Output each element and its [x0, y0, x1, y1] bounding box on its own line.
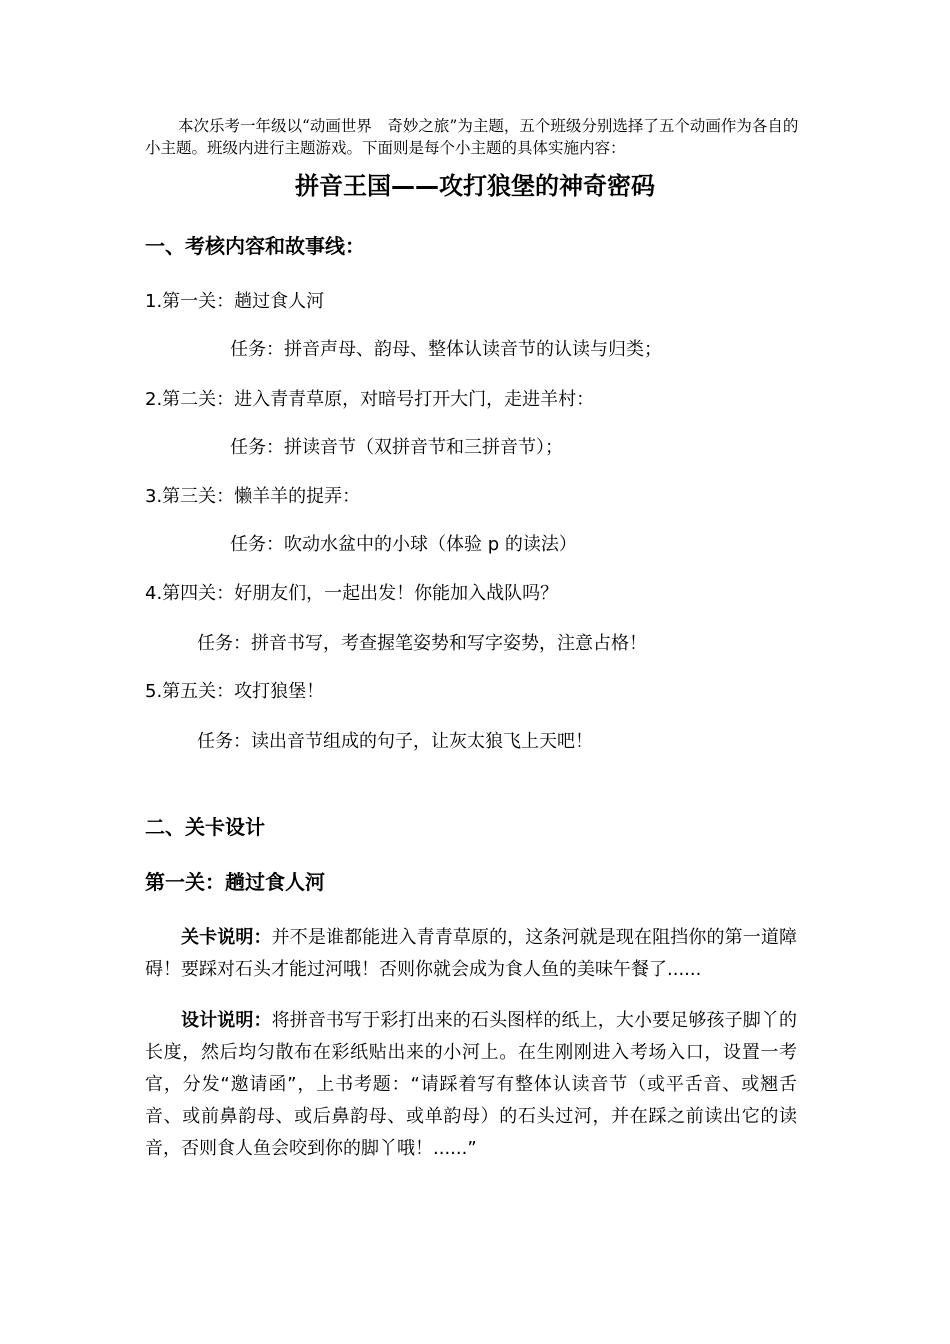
section-heading-assessment: 一、考核内容和故事线：: [145, 234, 365, 258]
design-explanation-text: 将拼音书写于彩打出来的石头图样的纸上，大小要足够孩子脚丫的长度，然后均匀散布在彩纸贴出来的小河上。在生刚刚进入考场入口，设置一考官，分发“邀请函”，上书考题：“请踩着写有整体认读音节（或平舌音、或翘舌音、或前鼻韵母、或后鼻韵母、或单韵母）的石头过河，并在踩之前读出它的读音，否则食人鱼会咬到你的脚丫哦！......”: [145, 1010, 798, 1159]
intro-paragraph: 本次乐考一年级以“动画世界 奇妙之旅”为主题，五个班级分别选择了五个动画作为各自的小主题。班级内进行主题游戏。下面则是每个小主题的具体实施内容：: [145, 117, 799, 157]
document-title: 拼音王国——攻打狼堡的神奇密码: [295, 172, 655, 200]
level-4-title: 4.第四关：好朋友们，一起出发！你能加入战队吗？: [145, 583, 559, 604]
level-2-title: 2.第二关：进入青青草原，对暗号打开大门，走进羊村：: [145, 389, 595, 410]
level-1-task: 任务：拼音声母、韵母、整体认读音节的认读与归类；: [230, 339, 662, 360]
level-explanation-text: 并不是谁都能进入青青草原的，这条河就是现在阻挡你的第一道障碍！要踩对石头才能过河哦！否则你就会成为食人鱼的美味午餐了......: [145, 927, 798, 980]
design-explanation-paragraph: [145, 1005, 797, 1165]
level-3-title: 3.第三关：懒羊羊的捉弄：: [145, 486, 361, 507]
design-explanation-label: 设计说明：: [181, 1010, 272, 1031]
level-3-task: 任务：吹动水盆中的小球（体验 p 的读法）: [230, 534, 577, 555]
level-2-task: 任务：拼读音节（双拼音节和三拼音节）；: [230, 437, 563, 458]
level-4-task: 任务：拼音书写，考查握笔姿势和写字姿势，注意占格！: [197, 633, 647, 654]
section-heading-level-design: 二、关卡设计: [145, 815, 265, 839]
level-explanation-label: 关卡说明：: [181, 927, 272, 948]
level-explanation-paragraph: [145, 922, 797, 986]
level-1-title: 1.第一关：趟过食人河: [145, 291, 325, 312]
level-5-task: 任务：读出音节组成的句子，让灰太狼飞上天吧！: [197, 731, 593, 752]
level-5-title: 5.第五关：攻打狼堡！: [145, 681, 325, 702]
subheading-level-1: 第一关：趟过食人河: [145, 870, 325, 894]
